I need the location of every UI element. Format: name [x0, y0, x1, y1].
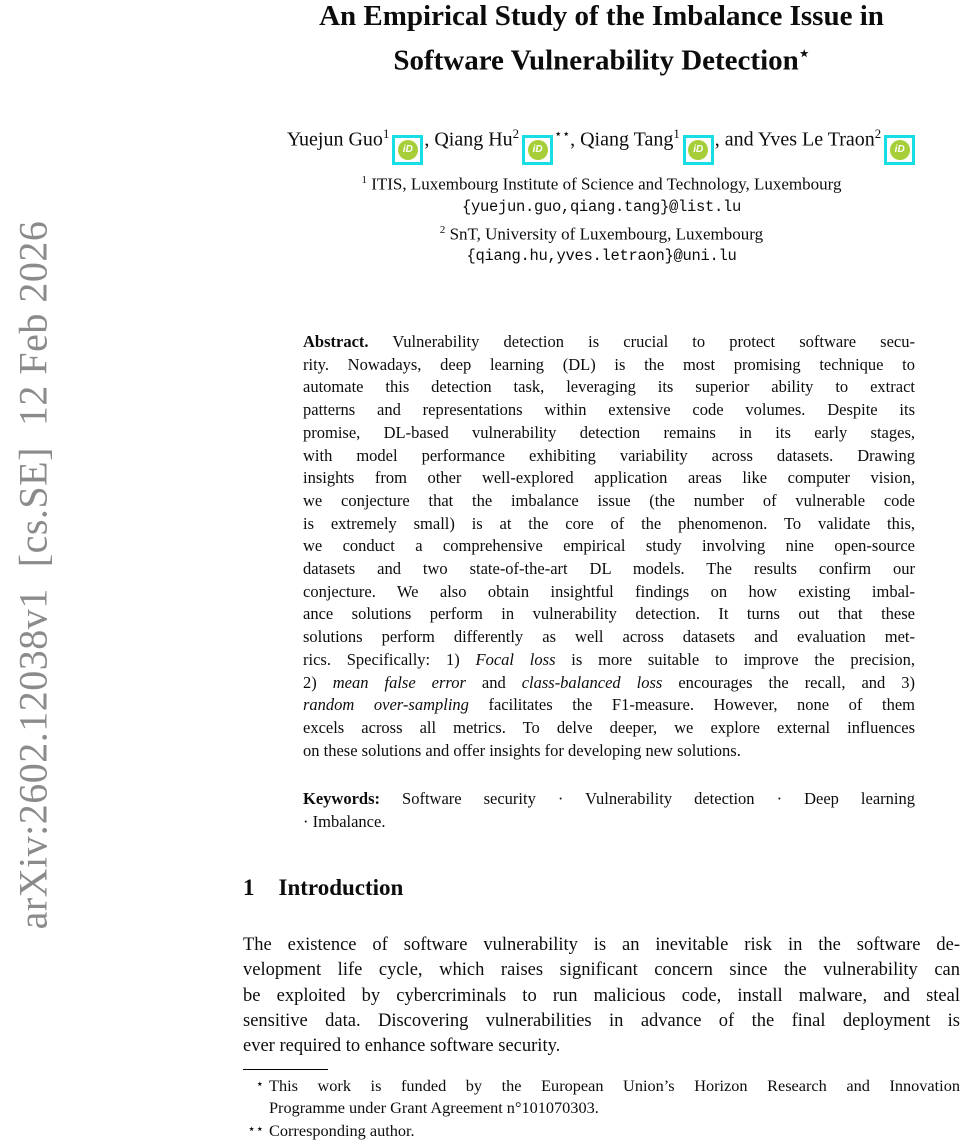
intro-line: ever required to enhance software security. [243, 1036, 561, 1057]
intro-line: The existence of software vulnerability is an inevitable risk in the software de- [243, 935, 960, 955]
author-separator: , [424, 128, 435, 151]
orcid-id-icon: iD [398, 140, 418, 160]
abstract-line: rity. Nowadays, deep learning (DL) is the most promising technique to [303, 354, 915, 374]
affiliation-number: 2 [439, 223, 446, 236]
affiliation-email: {yuejun.guo,qiang.tang}@list.lu [461, 197, 742, 216]
abstract [303, 331, 915, 762]
footnote [243, 1120, 960, 1142]
abstract-line: conjecture. We also obtain insightful findings on how existing imbal- [303, 581, 915, 601]
abstract-line: random over-sampling facilitates the F1-measure. However, none of them [303, 695, 915, 715]
orcid-link-icon[interactable] [392, 135, 423, 165]
abstract-line: patterns and representations within extensive code volumes. Despite its [303, 400, 915, 420]
footnote-line: This work is funded by the European Union’s Horizon Research and Innovation [269, 1076, 960, 1095]
author-affiliation-mark: 2 [874, 127, 882, 141]
footnotes [243, 1075, 960, 1142]
affiliation-line: $^2$ SnT, University of Luxembourg, Luxembourg [439, 223, 764, 244]
orcid-link-icon[interactable] [683, 135, 714, 165]
footnote-marker: ⋆⋆ [247, 1120, 264, 1136]
footnote-body [269, 1120, 960, 1142]
orcid-link-icon[interactable] [522, 135, 553, 165]
abstract-line: we conduct a comprehensive empirical study involving nine open-source [303, 536, 915, 556]
abstract-line: insights from other well-explored application areas like computer vision, [303, 468, 915, 488]
abstract-line: on these solutions and offer insights for developing new solutions. [303, 740, 741, 760]
footnote-rule [243, 1069, 328, 1070]
author-affiliation-mark: 2 [512, 127, 520, 141]
abstract-line: promise, DL-based vulnerability detection remains in its early stages, [303, 422, 915, 442]
abstract-line: Abstract. Vulnerability detection is crucial to protect software secu- [303, 332, 915, 351]
paper-title-line2: Software Vulnerability Detection⋆ [393, 43, 810, 77]
affiliation-line: $^1$ ITIS, Luxembourg Institute of Science and Technology, Luxembourg [361, 174, 842, 194]
author-affiliation-mark: 1 [382, 127, 390, 141]
abstract-line: automate this detection task, leveraging its superior ability to extract [303, 377, 915, 397]
abstract-line: we conjecture that the imbalance issue (the number of vulnerable code [303, 490, 915, 510]
footnote-body [269, 1075, 960, 1120]
arxiv-watermark: arXiv:2602.12038v1 [cs.SE] 12 Feb 2026 [10, 220, 56, 930]
author-affiliation-mark: 1 [673, 127, 680, 141]
paper-title-line1: An Empirical Study of the Imbalance Issue in [319, 0, 884, 32]
affiliation-email: {qiang.hu,yves.letraon}@uni.lu [466, 247, 737, 266]
footnote-line: Programme under Grant Agreement n°101070303. [269, 1098, 599, 1118]
intro-line: velopment life cycle, which raises significant concern since the vulnerability can [243, 960, 960, 981]
title-footnote-mark: ⋆ [798, 43, 810, 63]
intro-line: sensitive data. Discovering vulnerabilities in advance of the final deployment is [243, 1010, 960, 1031]
affiliation-block [243, 169, 960, 268]
author-separator: , [570, 128, 581, 151]
footnote [243, 1075, 960, 1120]
introduction-paragraph [243, 933, 960, 1059]
author-name: Qiang Hu [434, 128, 513, 151]
author-list [243, 115, 960, 165]
orcid-id-icon: iD [890, 140, 910, 160]
footnote-marker: ⋆ [255, 1076, 264, 1091]
abstract-line: 2) mean false error and class-balanced loss encourages the recall, and 3) [303, 672, 916, 692]
keywords-line: · Imbalance. [303, 811, 386, 831]
section-heading-introduction [243, 875, 403, 901]
intro-line: be exploited by cybercriminals to run malicious code, install malware, and steal [243, 985, 960, 1006]
paper-page [243, 0, 960, 1144]
abstract-line: datasets and two state-of-the-art DL models. The results confirm our [303, 559, 915, 579]
author-separator: , and [714, 128, 758, 151]
abstract-line: rics. Specifically: 1) Focal loss is more suitable to improve the precision, [303, 649, 915, 669]
abstract-line: solutions perform differently as well across datasets and evaluation met- [303, 627, 915, 647]
corresponding-author-mark: ⋆⋆ [554, 127, 571, 141]
section-title: Introduction [278, 875, 404, 900]
orcid-id-icon: iD [688, 140, 708, 160]
orcid-id-icon: iD [528, 140, 548, 160]
author-name: Yuejun Guo [286, 128, 383, 151]
section-number: 1 [243, 875, 255, 900]
keywords [303, 788, 915, 833]
author-name: Yves Le Traon [757, 128, 875, 151]
abstract-line: is extremely small) is at the core of the phenomenon. To validate this, [303, 513, 915, 533]
paper-title [243, 0, 960, 80]
abstract-line: excels across all metrics. To delve deeper, we explore external influences [303, 717, 915, 737]
author-name: Qiang Tang [580, 128, 674, 151]
abstract-line: with model performance exhibiting variability across datasets. Drawing [303, 445, 915, 465]
footnote-line: Corresponding author. [269, 1120, 415, 1140]
abstract-line: ance solutions perform in vulnerability detection. It turns out that these [303, 604, 915, 624]
orcid-link-icon[interactable] [884, 135, 915, 165]
affiliation-number: 1 [361, 174, 367, 186]
keywords-line: Keywords: Software security · Vulnerability detection · Deep learning [303, 789, 915, 808]
